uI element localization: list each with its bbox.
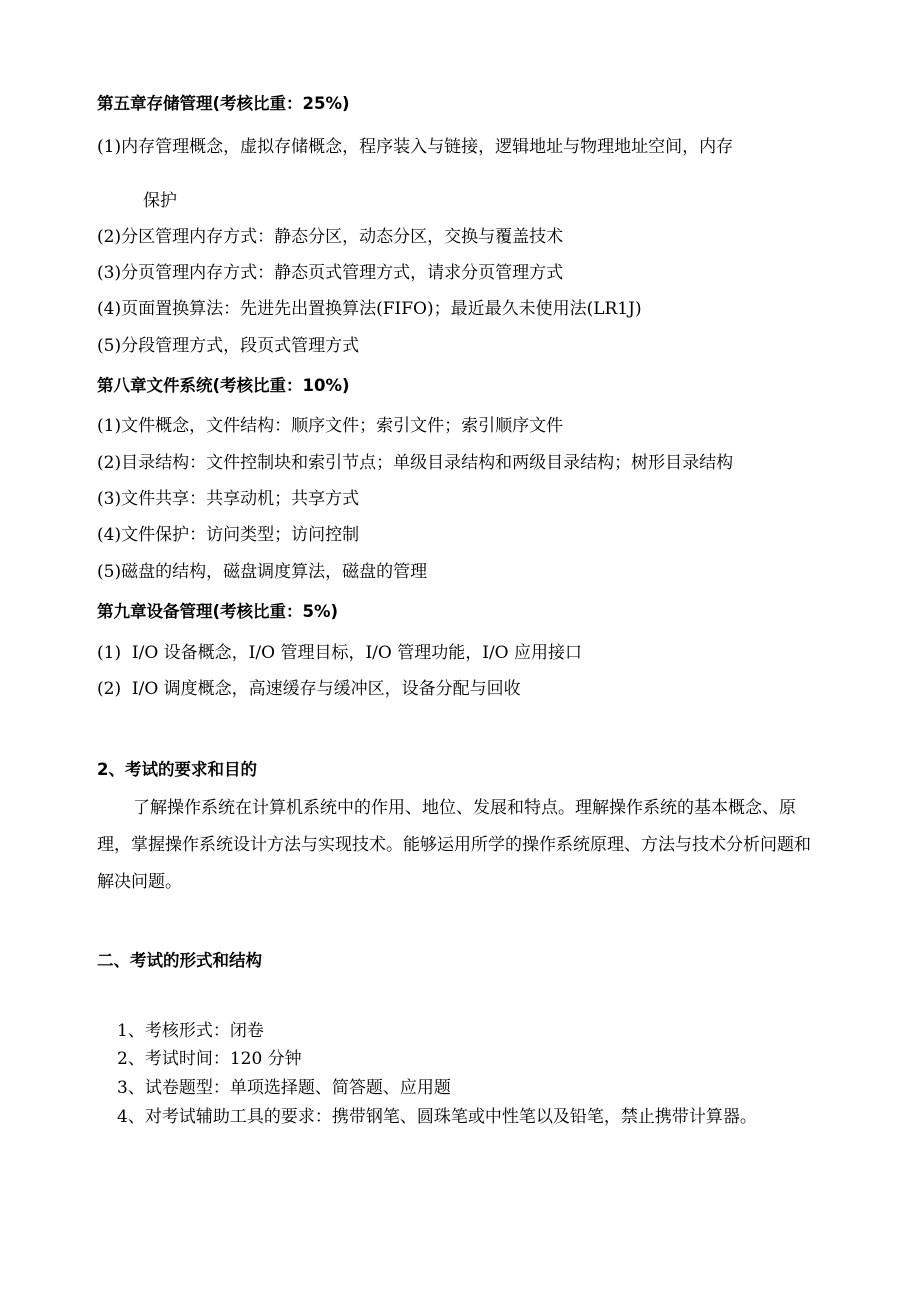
chapter9-item-1: (1) I/O 设备概念，I/O 管理目标，I/O 管理功能，I/O 应用接口: [97, 643, 583, 663]
chapter8-item-5: (5)磁盘的结构，磁盘调度算法，磁盘的管理: [97, 562, 428, 582]
chapter8-item-2: (2)目录结构：文件控制块和索引节点；单级目录结构和两级目录结构；树形目录结构: [97, 453, 734, 473]
form-item-2: 2、考试时间：120 分钟: [117, 1049, 302, 1069]
chapter5-item-2: (2)分区管理内存方式：静态分区，动态分区，交换与覆盖技术: [97, 227, 564, 247]
chapter5-item-5: (5)分段管理方式，段页式管理方式: [97, 336, 360, 356]
chapter5-title: 第五章存储管理(考核比重：25%): [97, 94, 350, 113]
form-item-3: 3、试卷题型：单项选择题、简答题、应用题: [117, 1078, 451, 1098]
requirements-text: 了解操作系统在计算机系统中的作用、地位、发展和特点。理解操作系统的基本概念、原理，掌握操作系统设计方法与实现技术。能够运用所学的操作系统原理、方法与技术分析问题和解决问题。: [97, 798, 811, 892]
chapter5-item-1-cont: 保护: [143, 191, 177, 211]
chapter9-item-2: (2) I/O 调度概念，高速缓存与缓冲区，设备分配与回收: [97, 679, 521, 699]
chapter5-item-4: (4)页面置换算法：先进先出置换算法(FIFO)；最近最久未使用法(LR1J): [97, 299, 642, 319]
chapter5-item-3: (3)分页管理内存方式：静态页式管理方式，请求分页管理方式: [97, 263, 564, 283]
section-form-title: 二、考试的形式和结构: [97, 951, 262, 970]
requirements-paragraph: [97, 790, 817, 901]
chapter5-item-1: (1)内存管理概念，虚拟存储概念，程序装入与链接，逻辑地址与物理地址空间，内存: [97, 137, 734, 157]
form-item-1: 1、考核形式：闭卷: [117, 1021, 264, 1041]
form-item-4: 4、对考试辅助工具的要求：携带钢笔、圆珠笔或中性笔以及铅笔，禁止携带计算器。: [117, 1107, 757, 1127]
chapter9-title: 第九章设备管理(考核比重：5%): [97, 602, 339, 621]
requirements-title: 2、考试的要求和目的: [97, 760, 257, 779]
chapter8-item-3: (3)文件共享：共享动机；共享方式: [97, 489, 360, 509]
chapter8-item-1: (1)文件概念，文件结构：顺序文件；索引文件；索引顺序文件: [97, 416, 564, 436]
chapter8-item-4: (4)文件保护：访问类型；访问控制: [97, 525, 360, 545]
chapter8-title: 第八章文件系统(考核比重：10%): [97, 376, 350, 395]
